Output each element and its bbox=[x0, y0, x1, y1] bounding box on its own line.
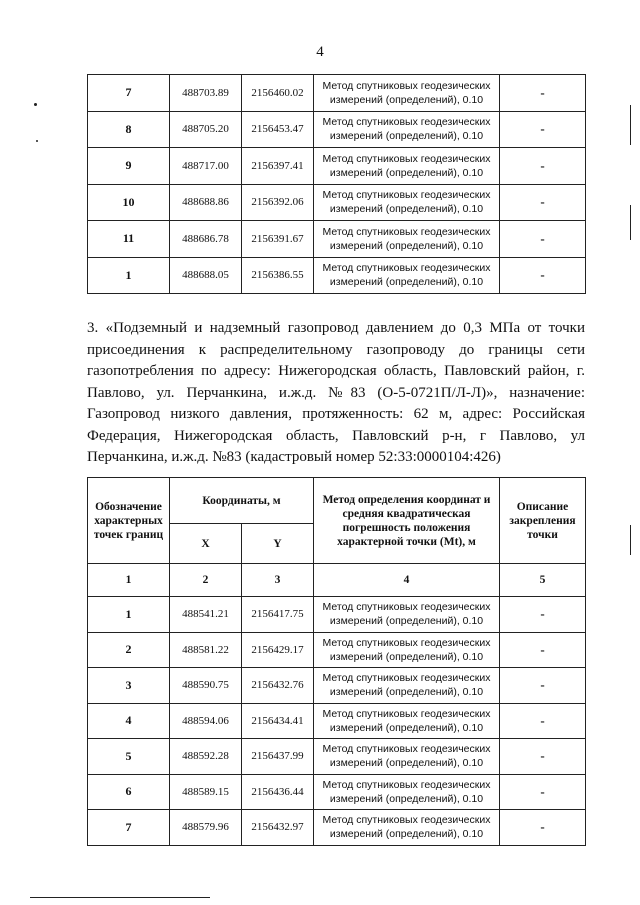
coord-x: 488686.78 bbox=[170, 221, 242, 258]
table-row bbox=[88, 739, 586, 775]
method-text: измерений (определений), 0.10 bbox=[329, 203, 484, 216]
coord-y: 2156417.75 bbox=[242, 597, 314, 633]
desc-cell: - bbox=[500, 703, 586, 739]
header-method: Метод определения координат и средняя квадратическая погрешность положения характерной точки (Mt), м bbox=[314, 478, 500, 564]
method-text: измерений (определений), 0.10 bbox=[329, 721, 484, 734]
table-row bbox=[88, 703, 586, 739]
desc-cell: - bbox=[500, 184, 586, 221]
method-text: Метод спутниковых геодезических bbox=[322, 152, 491, 165]
point-number: 7 bbox=[88, 75, 170, 112]
scan-line bbox=[630, 525, 631, 555]
coord-x: 488594.06 bbox=[170, 703, 242, 739]
point-number: 4 bbox=[88, 703, 170, 739]
desc-cell: - bbox=[500, 810, 586, 846]
coord-x: 488688.05 bbox=[170, 257, 242, 294]
table-row bbox=[88, 774, 586, 810]
point-number: 6 bbox=[88, 774, 170, 810]
table-row bbox=[88, 597, 586, 633]
table-row bbox=[88, 111, 586, 148]
method-text: измерений (определений), 0.10 bbox=[329, 166, 484, 179]
method-cell bbox=[314, 632, 500, 668]
coordinates-table-top bbox=[87, 74, 586, 294]
method-cell bbox=[314, 221, 500, 258]
method-cell bbox=[314, 668, 500, 704]
coord-x: 488705.20 bbox=[170, 111, 242, 148]
method-cell bbox=[314, 111, 500, 148]
coordinates-table-bottom-body bbox=[88, 597, 586, 846]
coord-x: 488703.89 bbox=[170, 75, 242, 112]
method-cell bbox=[314, 257, 500, 294]
coord-x: 488590.75 bbox=[170, 668, 242, 704]
coord-y: 2156429.17 bbox=[242, 632, 314, 668]
table-row bbox=[88, 221, 586, 258]
table-row bbox=[88, 257, 586, 294]
coord-y: 2156386.55 bbox=[242, 257, 314, 294]
point-number: 11 bbox=[88, 221, 170, 258]
coord-y: 2156391.67 bbox=[242, 221, 314, 258]
coordinates-table-top-body bbox=[88, 75, 586, 294]
point-number: 1 bbox=[88, 597, 170, 633]
col-number-5: 5 bbox=[500, 564, 586, 597]
header-x: X bbox=[170, 524, 242, 564]
method-text: Метод спутниковых геодезических bbox=[322, 116, 491, 129]
table-row bbox=[88, 148, 586, 185]
col-number-1: 1 bbox=[88, 564, 170, 597]
header-point: Обозначение характерных точек границ bbox=[88, 478, 170, 564]
table-row bbox=[88, 668, 586, 704]
header-y: Y bbox=[242, 524, 314, 564]
table-header bbox=[88, 478, 586, 597]
method-text: Метод спутниковых геодезических bbox=[322, 672, 491, 685]
desc-cell: - bbox=[500, 668, 586, 704]
method-text: Метод спутниковых геодезических bbox=[322, 79, 491, 92]
method-text: Метод спутниковых геодезических bbox=[322, 262, 491, 275]
desc-cell: - bbox=[500, 111, 586, 148]
coord-y: 2156437.99 bbox=[242, 739, 314, 775]
method-text: измерений (определений), 0.10 bbox=[329, 615, 484, 628]
method-text: Метод спутниковых геодезических bbox=[322, 601, 491, 614]
coord-y: 2156392.06 bbox=[242, 184, 314, 221]
method-cell bbox=[314, 597, 500, 633]
header-desc: Описание закрепления точки bbox=[500, 478, 586, 564]
coord-y: 2156436.44 bbox=[242, 774, 314, 810]
table-row bbox=[88, 810, 586, 846]
point-number: 2 bbox=[88, 632, 170, 668]
coord-y: 2156460.02 bbox=[242, 75, 314, 112]
coord-x: 488592.28 bbox=[170, 739, 242, 775]
method-cell bbox=[314, 774, 500, 810]
scan-line bbox=[630, 105, 631, 145]
method-cell bbox=[314, 739, 500, 775]
scan-dot bbox=[36, 140, 38, 142]
point-number: 1 bbox=[88, 257, 170, 294]
coord-x: 488589.15 bbox=[170, 774, 242, 810]
coord-x: 488688.86 bbox=[170, 184, 242, 221]
method-text: измерений (определений), 0.10 bbox=[329, 828, 484, 841]
desc-cell: - bbox=[500, 221, 586, 258]
method-text: измерений (определений), 0.10 bbox=[329, 276, 484, 289]
coord-y: 2156397.41 bbox=[242, 148, 314, 185]
method-cell bbox=[314, 810, 500, 846]
coord-x: 488541.21 bbox=[170, 597, 242, 633]
method-text: Метод спутниковых геодезических bbox=[322, 225, 491, 238]
method-text: измерений (определений), 0.10 bbox=[329, 239, 484, 252]
desc-cell: - bbox=[500, 75, 586, 112]
coord-y: 2156432.97 bbox=[242, 810, 314, 846]
point-number: 8 bbox=[88, 111, 170, 148]
point-number: 7 bbox=[88, 810, 170, 846]
method-text: Метод спутниковых геодезических bbox=[322, 189, 491, 202]
desc-cell: - bbox=[500, 257, 586, 294]
point-number: 5 bbox=[88, 739, 170, 775]
method-cell bbox=[314, 703, 500, 739]
table-row bbox=[88, 75, 586, 112]
method-text: измерений (определений), 0.10 bbox=[329, 130, 484, 143]
header-coords: Координаты, м bbox=[170, 478, 314, 524]
scan-line bbox=[30, 897, 210, 898]
method-text: Метод спутниковых геодезических bbox=[322, 814, 491, 827]
coord-y: 2156453.47 bbox=[242, 111, 314, 148]
desc-cell: - bbox=[500, 739, 586, 775]
coord-y: 2156432.76 bbox=[242, 668, 314, 704]
coord-x: 488717.00 bbox=[170, 148, 242, 185]
desc-cell: - bbox=[500, 632, 586, 668]
point-number: 10 bbox=[88, 184, 170, 221]
point-number: 9 bbox=[88, 148, 170, 185]
method-cell bbox=[314, 75, 500, 112]
table-row bbox=[88, 184, 586, 221]
desc-cell: - bbox=[500, 597, 586, 633]
method-text: Метод спутниковых геодезических bbox=[322, 636, 491, 649]
method-text: Метод спутниковых геодезических bbox=[322, 707, 491, 720]
desc-cell: - bbox=[500, 148, 586, 185]
desc-cell: - bbox=[500, 774, 586, 810]
point-number: 3 bbox=[88, 668, 170, 704]
method-text: Метод спутниковых геодезических bbox=[322, 778, 491, 791]
method-cell bbox=[314, 184, 500, 221]
method-text: измерений (определений), 0.10 bbox=[329, 757, 484, 770]
coord-x: 488581.22 bbox=[170, 632, 242, 668]
method-text: измерений (определений), 0.10 bbox=[329, 650, 484, 663]
table-row bbox=[88, 632, 586, 668]
method-text: измерений (определений), 0.10 bbox=[329, 792, 484, 805]
col-number-2: 2 bbox=[170, 564, 242, 597]
method-text: измерений (определений), 0.10 bbox=[329, 93, 484, 106]
col-number-4: 4 bbox=[314, 564, 500, 597]
method-text: измерений (определений), 0.10 bbox=[329, 686, 484, 699]
coordinates-table-bottom bbox=[87, 477, 586, 846]
page-number: 4 bbox=[316, 44, 324, 60]
col-number-3: 3 bbox=[242, 564, 314, 597]
scan-dot bbox=[34, 103, 37, 106]
method-text: Метод спутниковых геодезических bbox=[322, 743, 491, 756]
method-cell bbox=[314, 148, 500, 185]
coord-y: 2156434.41 bbox=[242, 703, 314, 739]
object-description-paragraph: 3. «Подземный и надземный газопровод давлением до 0,3 МПа от точки присоединения к распределительному газопроводу до границы сети газопотребления по адресу: Нижегородская область, Павловский район, г. Павлово, ул. Перчанкина, и.ж.д. №83 (О-5-0721П/Л-Л)», назначение: Газопровод низкого давления, протяженность: 62 м, адрес: Российская Федерация, Нижегородская область, Павловский р-н, г Павлово, ул Перчанкина, и.ж.д. №83 (кадастровый номер 52:33:0000104:426) bbox=[87, 320, 585, 465]
coord-x: 488579.96 bbox=[170, 810, 242, 846]
scan-line bbox=[630, 205, 631, 240]
